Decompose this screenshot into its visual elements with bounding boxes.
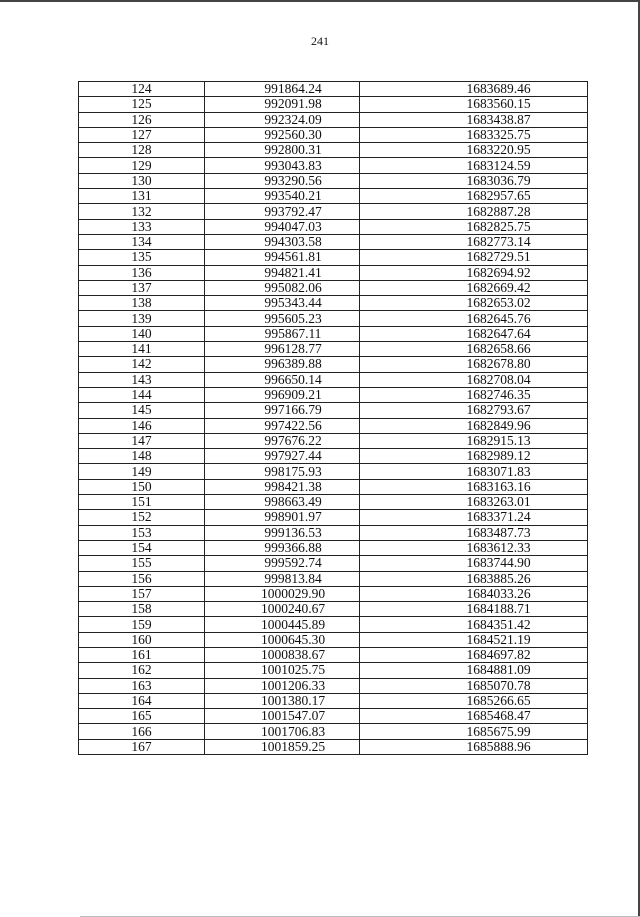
point-number-cell: 128 (79, 143, 205, 158)
table-row (79, 724, 588, 739)
table-row (79, 311, 588, 326)
table-row (79, 204, 588, 219)
x-coordinate-cell: 996909.21 (205, 387, 360, 402)
x-coordinate-cell: 998421.38 (205, 479, 360, 494)
x-coordinate-cell: 995605.23 (205, 311, 360, 326)
y-coordinate-cell: 1682849.96 (360, 418, 588, 433)
table-row (79, 158, 588, 173)
point-number-cell: 143 (79, 372, 205, 387)
y-coordinate-cell: 1682708.04 (360, 372, 588, 387)
y-coordinate-cell: 1682694.92 (360, 265, 588, 280)
x-coordinate-cell: 999136.53 (205, 525, 360, 540)
x-coordinate-cell: 992324.09 (205, 112, 360, 127)
y-coordinate-cell: 1684351.42 (360, 617, 588, 632)
x-coordinate-cell: 992560.30 (205, 127, 360, 142)
point-number-cell: 133 (79, 219, 205, 234)
point-number-cell: 144 (79, 387, 205, 402)
table-row (79, 586, 588, 601)
x-coordinate-cell: 993043.83 (205, 158, 360, 173)
y-coordinate-cell: 1682957.65 (360, 189, 588, 204)
point-number-cell: 166 (79, 724, 205, 739)
y-coordinate-cell: 1682887.28 (360, 204, 588, 219)
x-coordinate-cell: 1001706.83 (205, 724, 360, 739)
point-number-cell: 164 (79, 693, 205, 708)
point-number-cell: 135 (79, 250, 205, 265)
x-coordinate-cell: 995343.44 (205, 296, 360, 311)
x-coordinate-cell: 996650.14 (205, 372, 360, 387)
point-number-cell: 158 (79, 602, 205, 617)
x-coordinate-cell: 994561.81 (205, 250, 360, 265)
x-coordinate-cell: 997927.44 (205, 449, 360, 464)
point-number-cell: 139 (79, 311, 205, 326)
y-coordinate-cell: 1683325.75 (360, 127, 588, 142)
y-coordinate-cell: 1683744.90 (360, 556, 588, 571)
point-number-cell: 142 (79, 357, 205, 372)
x-coordinate-cell: 993540.21 (205, 189, 360, 204)
y-coordinate-cell: 1683487.73 (360, 525, 588, 540)
point-number-cell: 146 (79, 418, 205, 433)
table-row (79, 479, 588, 494)
table-row (79, 403, 588, 418)
table-row (79, 97, 588, 112)
table-row (79, 189, 588, 204)
point-number-cell: 160 (79, 632, 205, 647)
point-number-cell: 132 (79, 204, 205, 219)
x-coordinate-cell: 997166.79 (205, 403, 360, 418)
y-coordinate-cell: 1684881.09 (360, 663, 588, 678)
x-coordinate-cell: 992800.31 (205, 143, 360, 158)
y-coordinate-cell: 1683885.26 (360, 571, 588, 586)
table-row (79, 663, 588, 678)
point-number-cell: 140 (79, 326, 205, 341)
x-coordinate-cell: 1000645.30 (205, 632, 360, 647)
x-coordinate-cell: 1000838.67 (205, 647, 360, 662)
table-row (79, 342, 588, 357)
point-number-cell: 154 (79, 540, 205, 555)
point-number-cell: 148 (79, 449, 205, 464)
table-row (79, 540, 588, 555)
point-number-cell: 136 (79, 265, 205, 280)
x-coordinate-cell: 993290.56 (205, 173, 360, 188)
x-coordinate-cell: 995867.11 (205, 326, 360, 341)
y-coordinate-cell: 1682773.14 (360, 234, 588, 249)
point-number-cell: 130 (79, 173, 205, 188)
point-number-cell: 129 (79, 158, 205, 173)
y-coordinate-cell: 1682729.51 (360, 250, 588, 265)
table-row (79, 387, 588, 402)
x-coordinate-cell: 998175.93 (205, 464, 360, 479)
y-coordinate-cell: 1682825.75 (360, 219, 588, 234)
table-row (79, 693, 588, 708)
table-row (79, 357, 588, 372)
table-row (79, 418, 588, 433)
point-number-cell: 165 (79, 709, 205, 724)
table-row (79, 433, 588, 448)
y-coordinate-cell: 1682793.67 (360, 403, 588, 418)
y-coordinate-cell: 1682645.76 (360, 311, 588, 326)
x-coordinate-cell: 996389.88 (205, 357, 360, 372)
table-row (79, 296, 588, 311)
point-number-cell: 157 (79, 586, 205, 601)
point-number-cell: 126 (79, 112, 205, 127)
point-number-cell: 167 (79, 739, 205, 754)
y-coordinate-cell: 1683438.87 (360, 112, 588, 127)
x-coordinate-cell: 997422.56 (205, 418, 360, 433)
point-number-cell: 155 (79, 556, 205, 571)
point-number-cell: 152 (79, 510, 205, 525)
table-row (79, 449, 588, 464)
table-row (79, 82, 588, 97)
x-coordinate-cell: 999366.88 (205, 540, 360, 555)
x-coordinate-cell: 1001547.07 (205, 709, 360, 724)
y-coordinate-cell: 1685468.47 (360, 709, 588, 724)
table-row (79, 678, 588, 693)
x-coordinate-cell: 1000240.67 (205, 602, 360, 617)
point-number-cell: 125 (79, 97, 205, 112)
x-coordinate-cell: 1000445.89 (205, 617, 360, 632)
page-number: 241 (311, 34, 329, 48)
x-coordinate-cell: 992091.98 (205, 97, 360, 112)
x-coordinate-cell: 997676.22 (205, 433, 360, 448)
y-coordinate-cell: 1683163.16 (360, 479, 588, 494)
y-coordinate-cell: 1682669.42 (360, 280, 588, 295)
table-row (79, 525, 588, 540)
y-coordinate-cell: 1682989.12 (360, 449, 588, 464)
table-row (79, 571, 588, 586)
point-number-cell: 134 (79, 234, 205, 249)
point-number-cell: 145 (79, 403, 205, 418)
x-coordinate-cell: 991864.24 (205, 82, 360, 97)
table-row (79, 709, 588, 724)
scan-edge-top (0, 0, 640, 2)
x-coordinate-cell: 1001206.33 (205, 678, 360, 693)
x-coordinate-cell: 999592.74 (205, 556, 360, 571)
point-number-cell: 153 (79, 525, 205, 540)
y-coordinate-cell: 1682746.35 (360, 387, 588, 402)
table-row (79, 265, 588, 280)
x-coordinate-cell: 995082.06 (205, 280, 360, 295)
table-row (79, 739, 588, 754)
table-row (79, 372, 588, 387)
table-row (79, 250, 588, 265)
y-coordinate-cell: 1685675.99 (360, 724, 588, 739)
table-row (79, 219, 588, 234)
y-coordinate-cell: 1683124.59 (360, 158, 588, 173)
y-coordinate-cell: 1683560.15 (360, 97, 588, 112)
table-row (79, 326, 588, 341)
y-coordinate-cell: 1684521.19 (360, 632, 588, 647)
coordinate-table-body (79, 82, 588, 755)
table-row (79, 112, 588, 127)
x-coordinate-cell: 996128.77 (205, 342, 360, 357)
x-coordinate-cell: 1001380.17 (205, 693, 360, 708)
y-coordinate-cell: 1683612.33 (360, 540, 588, 555)
table-row (79, 143, 588, 158)
point-number-cell: 127 (79, 127, 205, 142)
table-row (79, 127, 588, 142)
y-coordinate-cell: 1684697.82 (360, 647, 588, 662)
point-number-cell: 141 (79, 342, 205, 357)
x-coordinate-cell: 998901.97 (205, 510, 360, 525)
point-number-cell: 124 (79, 82, 205, 97)
y-coordinate-cell: 1683689.46 (360, 82, 588, 97)
y-coordinate-cell: 1685266.65 (360, 693, 588, 708)
table-row (79, 234, 588, 249)
x-coordinate-cell: 994821.41 (205, 265, 360, 280)
coordinate-table (78, 81, 588, 755)
y-coordinate-cell: 1683263.01 (360, 495, 588, 510)
y-coordinate-cell: 1682647.64 (360, 326, 588, 341)
point-number-cell: 131 (79, 189, 205, 204)
point-number-cell: 147 (79, 433, 205, 448)
table-row (79, 510, 588, 525)
table-row (79, 495, 588, 510)
point-number-cell: 159 (79, 617, 205, 632)
point-number-cell: 137 (79, 280, 205, 295)
point-number-cell: 149 (79, 464, 205, 479)
y-coordinate-cell: 1682658.66 (360, 342, 588, 357)
x-coordinate-cell: 1001859.25 (205, 739, 360, 754)
y-coordinate-cell: 1682653.02 (360, 296, 588, 311)
y-coordinate-cell: 1683036.79 (360, 173, 588, 188)
point-number-cell: 150 (79, 479, 205, 494)
x-coordinate-cell: 1001025.75 (205, 663, 360, 678)
y-coordinate-cell: 1684033.26 (360, 586, 588, 601)
x-coordinate-cell: 993792.47 (205, 204, 360, 219)
x-coordinate-cell: 999813.84 (205, 571, 360, 586)
table-row (79, 617, 588, 632)
x-coordinate-cell: 1000029.90 (205, 586, 360, 601)
y-coordinate-cell: 1683371.24 (360, 510, 588, 525)
table-row (79, 280, 588, 295)
x-coordinate-cell: 994303.58 (205, 234, 360, 249)
table-row (79, 647, 588, 662)
table-row (79, 632, 588, 647)
y-coordinate-cell: 1684188.71 (360, 602, 588, 617)
y-coordinate-cell: 1682678.80 (360, 357, 588, 372)
point-number-cell: 156 (79, 571, 205, 586)
y-coordinate-cell: 1683220.95 (360, 143, 588, 158)
y-coordinate-cell: 1682915.13 (360, 433, 588, 448)
point-number-cell: 163 (79, 678, 205, 693)
table-row (79, 173, 588, 188)
y-coordinate-cell: 1683071.83 (360, 464, 588, 479)
point-number-cell: 151 (79, 495, 205, 510)
point-number-cell: 162 (79, 663, 205, 678)
x-coordinate-cell: 998663.49 (205, 495, 360, 510)
table-row (79, 602, 588, 617)
x-coordinate-cell: 994047.03 (205, 219, 360, 234)
y-coordinate-cell: 1685070.78 (360, 678, 588, 693)
table-row (79, 464, 588, 479)
point-number-cell: 161 (79, 647, 205, 662)
point-number-cell: 138 (79, 296, 205, 311)
y-coordinate-cell: 1685888.96 (360, 739, 588, 754)
table-row (79, 556, 588, 571)
